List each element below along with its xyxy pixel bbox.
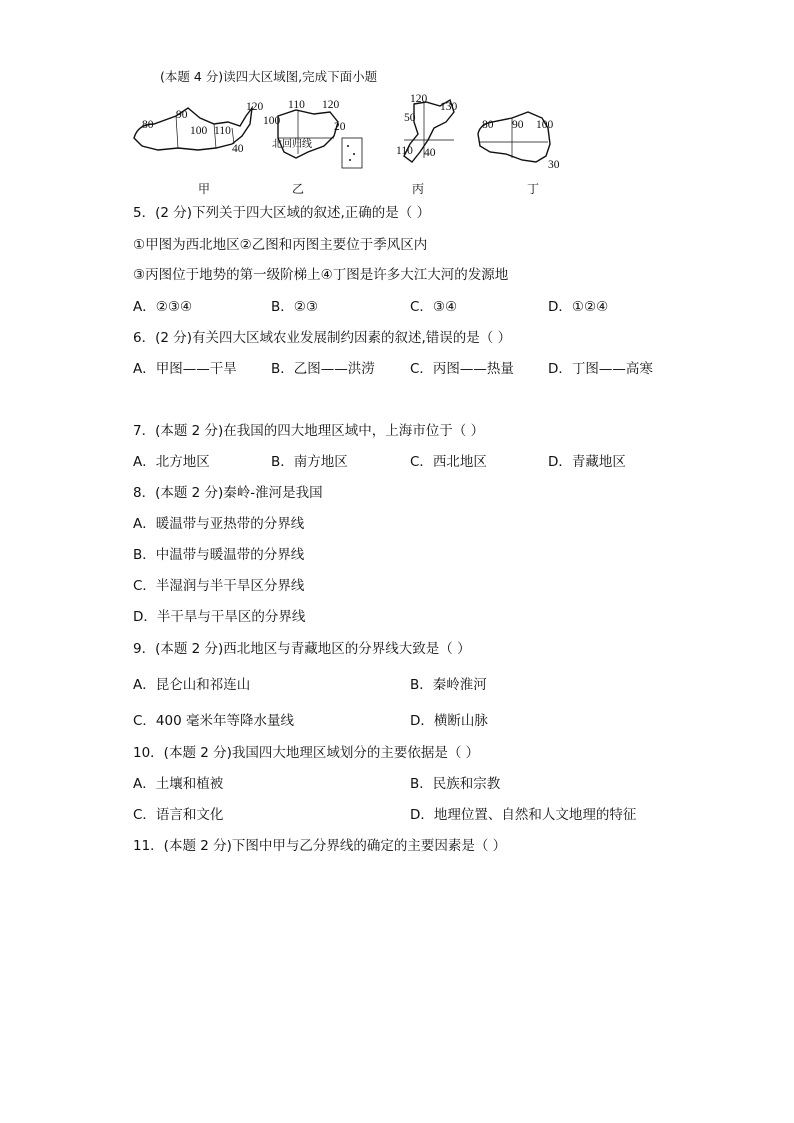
question-7-option-b[interactable]: B．南方地区 [271,454,348,470]
ding-num-90: 90 [512,119,524,131]
jia-num-40: 40 [232,143,244,155]
yi-num-20: 20 [334,121,346,133]
yi-tropic-label: 北回归线 [272,139,312,150]
question-6-stem: 6．(2 分)有关四大区域农业发展制约因素的叙述,错误的是（ ） [133,330,512,346]
question-10-option-c[interactable]: C．语言和文化 [133,807,224,823]
question-9-option-a[interactable]: A．昆仑山和祁连山 [133,677,251,693]
bing-num-120: 120 [410,94,428,105]
map-jia [134,101,264,155]
question-6-option-c[interactable]: C．丙图——热量 [410,361,514,377]
question-5-statement-2: ③丙图位于地势的第一级阶梯上④丁图是许多大江大河的发源地 [133,267,509,283]
question-6-option-b[interactable]: B．乙图——洪涝 [271,361,375,377]
jia-num-110: 110 [214,125,231,137]
jia-num-90: 90 [176,109,188,121]
map-bing [396,94,458,162]
region-maps [128,94,588,184]
question-8-option-b[interactable]: B．中温带与暖温带的分界线 [133,547,305,563]
question-7-option-a[interactable]: A．北方地区 [133,454,210,470]
caption-yi: 乙 [292,182,305,196]
question-7-option-d[interactable]: D．青藏地区 [548,454,626,470]
jia-num-120: 120 [246,101,264,113]
question-5-stem: 5．(2 分)下列关于四大区域的叙述,正确的是（ ） [133,205,431,221]
caption-bing: 丙 [412,182,425,196]
question-7-stem: 7．(本题 2 分)在我国的四大地理区域中，上海市位于（ ） [133,423,485,439]
jia-num-80: 80 [142,119,154,131]
question-7-option-c[interactable]: C．西北地区 [410,454,487,470]
question-6-option-a[interactable]: A．甲图——干旱 [133,361,237,377]
question-5-statement-1: ①甲图为西北地区②乙图和丙图主要位于季风区内 [133,237,428,253]
question-10-option-d[interactable]: D．地理位置、自然和人文地理的特征 [410,807,637,823]
caption-jia: 甲 [198,182,211,196]
question-9-option-b[interactable]: B．秦岭淮河 [410,677,487,693]
bing-num-130: 130 [440,101,458,113]
question-10-option-b[interactable]: B．民族和宗教 [410,776,501,792]
ding-num-80: 80 [482,119,494,131]
question-6-option-d[interactable]: D．丁图——高寒 [548,361,653,377]
jia-num-100: 100 [190,125,208,137]
question-8-option-d[interactable]: D．半干旱与干旱区的分界线 [133,609,306,625]
question-9-option-d[interactable]: D．横断山脉 [410,713,488,729]
caption-ding: 丁 [527,182,540,196]
map-yi [263,99,362,168]
question-8-option-a[interactable]: A．暖温带与亚热带的分界线 [133,516,305,532]
question-5-option-c[interactable]: C．③④ [410,299,458,315]
yi-num-120: 120 [322,99,340,111]
question-11-stem: 11．(本题 2 分)下图中甲与乙分界线的确定的主要因素是（ ） [133,838,507,854]
question-5-option-d[interactable]: D．①②④ [548,299,609,315]
map-ding [478,112,560,171]
yi-num-110: 110 [288,99,305,111]
question-9-stem: 9．(本题 2 分)西北地区与青藏地区的分界线大致是（ ） [133,641,471,657]
bing-num-40: 40 [424,147,436,159]
question-9-option-c[interactable]: C．400 毫米年等降水量线 [133,713,294,729]
ding-num-100: 100 [536,119,554,131]
question-5-option-b[interactable]: B．②③ [271,299,318,315]
question-5-option-a[interactable]: A．②③④ [133,299,193,315]
question-8-option-c[interactable]: C．半湿润与半干旱区分界线 [133,578,305,594]
bing-num-50: 50 [404,112,416,124]
intro-text: (本题 4 分)读四大区域图,完成下面小题 [160,69,378,84]
bing-num-110: 110 [396,145,413,157]
question-10-stem: 10．(本题 2 分)我国四大地理区域划分的主要依据是（ ） [133,745,480,761]
question-8-stem: 8．(本题 2 分)秦岭-淮河是我国 [133,485,323,501]
yi-num-100: 100 [263,115,281,127]
question-10-option-a[interactable]: A．土壤和植被 [133,776,224,792]
ding-num-30: 30 [548,159,560,171]
